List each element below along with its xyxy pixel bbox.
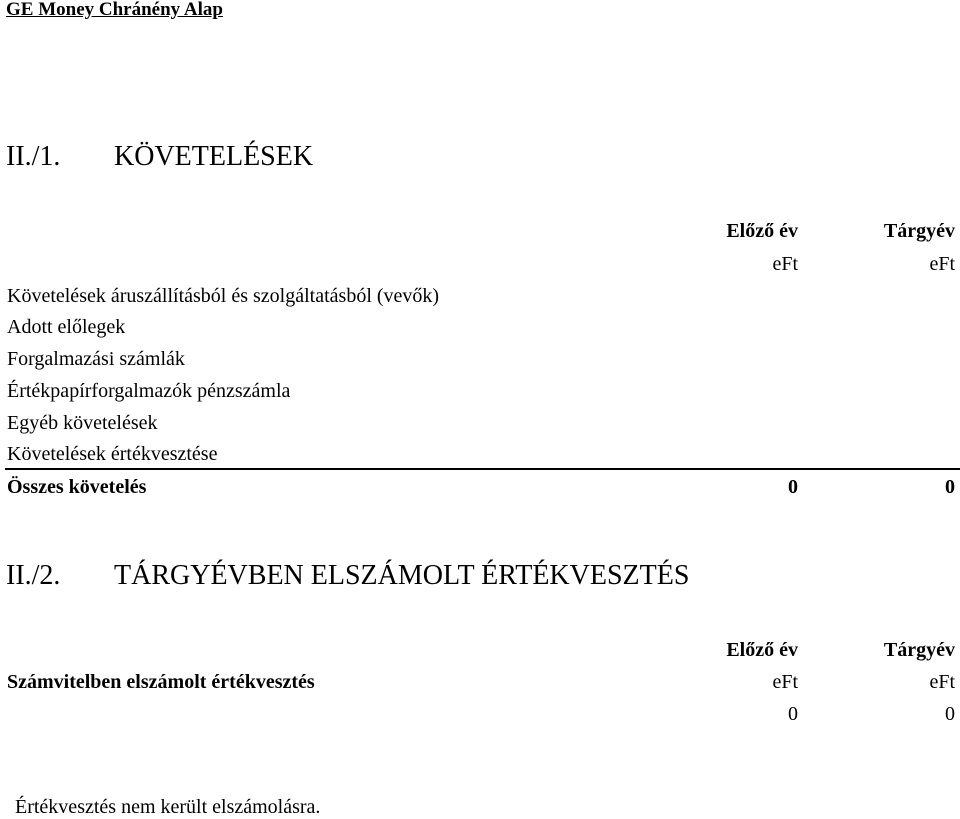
impairment-row-label: Számvitelben elszámolt értékvesztés [7,671,315,693]
total-receivables-label: Összes követelés [7,476,147,498]
receivable-row-label: Forgalmazási számlák [7,348,185,370]
section2-col-curr-header: Tárgyév [883,639,955,661]
section2-col-prev-header: Előző év [726,639,798,661]
section1-number: II./1. [6,141,61,172]
section1-col-curr-header: Tárgyév [883,220,955,242]
section2-number: II./2. [6,560,61,591]
section1-unit-curr: eFt [929,253,955,275]
section1-col-prev-header: Előző év [726,220,798,242]
receivable-row-label: Egyéb követelések [7,412,158,434]
receivable-row-label: Adott előlegek [7,316,126,338]
section1-title: KÖVETELÉSEK [114,141,314,172]
impairment-note: Értékvesztés nem került elszámolásra. [15,796,321,818]
impairment-value-prev: 0 [788,703,798,725]
impairment-value-curr: 0 [945,703,955,725]
total-receivables-prev: 0 [788,476,798,498]
fund-name-heading: GE Money Chránény Alap [6,0,223,20]
section2-unit-curr: eFt [929,671,955,693]
receivable-row-label: Követelések áruszállításból és szolgáltatásból (vevők) [7,285,440,307]
section2-unit-prev: eFt [772,671,798,693]
section1-unit-prev: eFt [772,253,798,275]
receivable-row-label: Értékpapírforgalmazók pénzszámla [7,380,291,402]
total-receivables-curr: 0 [945,476,955,498]
total-rule [5,468,960,470]
section2-title: TÁRGYÉVBEN ELSZÁMOLT ÉRTÉKVESZTÉS [114,560,690,591]
receivable-row-label: Követelések értékvesztése [7,443,218,465]
